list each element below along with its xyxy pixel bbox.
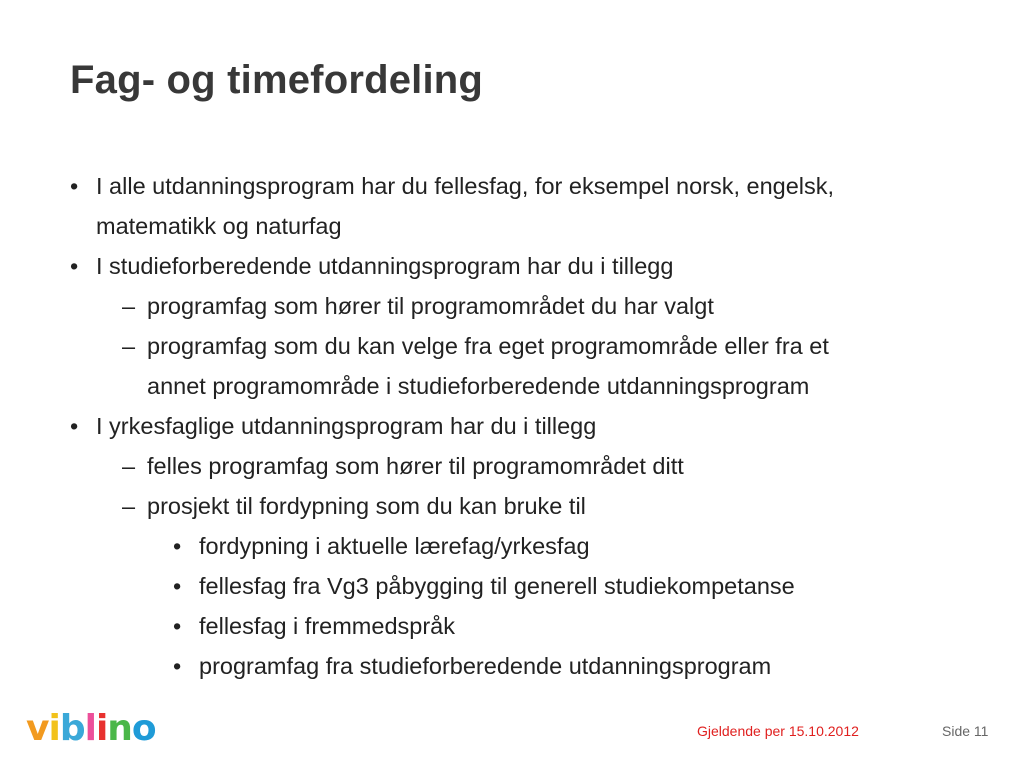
bullet-marker: • xyxy=(173,533,182,559)
list-item-text: matematikk og naturfag xyxy=(96,213,342,239)
logo-letter-i: i xyxy=(48,708,60,749)
list-item xyxy=(70,646,1000,686)
list-item-text: I alle utdanningsprogram har du fellesfag, for eksempel norsk, engelsk, xyxy=(96,173,835,199)
list-item-text: I yrkesfaglige utdanningsprogram har du i tillegg xyxy=(96,413,597,439)
dash-marker: – xyxy=(122,493,136,519)
list-item xyxy=(70,366,1000,406)
list-item-text: fellesfag fra Vg3 påbygging til generell studiekompetanse xyxy=(199,573,795,599)
logo-letter-i: i xyxy=(95,708,108,749)
logo-letter-o: o xyxy=(131,708,156,749)
list-item xyxy=(70,606,1000,646)
viblino-logo xyxy=(26,707,156,751)
page-number: Side 11 xyxy=(942,723,989,739)
list-item xyxy=(70,526,1000,566)
bullet-marker: • xyxy=(70,413,79,439)
list-item-text: prosjekt til fordypning som du kan bruke til xyxy=(147,493,586,519)
list-item-text: fordypning i aktuelle lærefag/yrkesfag xyxy=(199,533,590,559)
list-item xyxy=(70,406,1000,446)
bullet-marker: • xyxy=(70,173,79,199)
list-item-text: programfag fra studieforberedende utdanningsprogram xyxy=(199,653,772,679)
list-item-text: annet programområde i studieforberedende utdanningsprogram xyxy=(147,373,810,399)
bullet-marker: • xyxy=(173,653,182,679)
dash-marker: – xyxy=(122,333,136,359)
list-item xyxy=(70,326,1000,366)
list-item xyxy=(70,486,1000,526)
footer-date: Gjeldende per 15.10.2012 xyxy=(697,723,859,739)
list-item-text: fellesfag i fremmedspråk xyxy=(199,613,455,639)
slide-title: Fag- og timefordeling xyxy=(70,58,484,102)
dash-marker: – xyxy=(122,293,136,319)
dash-marker: – xyxy=(122,453,136,479)
logo-letter-v: v xyxy=(26,708,49,749)
list-item-text: programfag som du kan velge fra eget programområde eller fra et xyxy=(147,333,829,359)
list-item xyxy=(70,206,1000,246)
list-item-text: I studieforberedende utdanningsprogram har du i tillegg xyxy=(96,253,674,279)
list-item xyxy=(70,446,1000,486)
logo-letter-n: n xyxy=(107,708,132,749)
bullet-marker: • xyxy=(173,613,182,639)
bullet-marker: • xyxy=(70,253,79,279)
logo-letter-l: l xyxy=(84,708,96,749)
bullet-marker: • xyxy=(173,573,182,599)
bullet-list xyxy=(70,166,1000,686)
list-item-text: programfag som hører til programområdet du har valgt xyxy=(147,293,714,319)
list-item xyxy=(70,286,1000,326)
logo-letter-b: b xyxy=(59,708,85,749)
list-item xyxy=(70,566,1000,606)
list-item xyxy=(70,246,1000,286)
list-item xyxy=(70,166,1000,206)
list-item-text: felles programfag som hører til programområdet ditt xyxy=(147,453,684,479)
